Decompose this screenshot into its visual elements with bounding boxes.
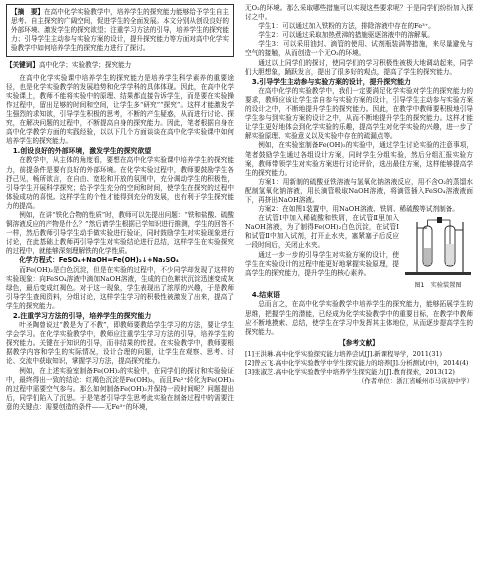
keywords-tag: 【关键词】 [6,61,39,70]
section2-paragraph: 叶圣陶曾说过“教是为了不教”，即教师要教给学生学习的方法，要让学生学会学习。在化学实验教学中，教师应注重学生学习方法的引导，培养学生的探究能力。关键在于知识的引导，而非结果的传授。在实验教学中，教师要根据教学内容和学生的实际情况，设计合理的问题，让学生在观察、思考、讨论、交流中获取知识，掌握学习方法，提高探究能力。 [6,321,234,366]
scheme-paragraph: 在试管Ⅰ中加入稀硫酸和铁屑，在试管Ⅱ里加入NaOH溶液，为了制得Fe(OH)₂白色沉淀，在试管Ⅰ和试管Ⅱ中加入试剂，打开止水夹，塞紧塞子后反应一段时间后，关闭止水夹。 [245,214,399,250]
abstract [11,8,229,53]
scheme-paragraph: 方案2：在如图1装置中，用NaOH溶液、铁屑、稀硫酸等试剂制备。 [258,205,459,214]
section-heading-1: 1.创设良好的外部环境，激发学生的探究欲望 [12,147,152,156]
continued-paragraph: 无O₂的环境。那么采取哪些措施可以实现这些要求呢？于是同学们纷纷加入探讨之中。 [245,4,473,22]
reference-item: [3]张淑芝.高中化学实验教学中培养学生探究能力[J].教育探索，2013(12) [245,368,455,377]
conclusion-paragraph: 总而言之，在高中化学实验教学中培养学生的探究能力，能够拓展学生的思维，把握学生的潜能，已经成为化学实验教学中的重要目标，在教学中教师应不断地摸索、总结，使学生在学习中发挥其主体地位，从而逐步提高学生的探究能力。 [245,300,473,336]
student-answer: 学生1：可以通过加入铁粉的方法，排除溶液中存在的Fe³⁺。 [258,22,435,31]
scheme-paragraph: 通过一步一步的引导学生对实验方案的设计，使学生在实验设计的过程中能更好地掌握实验原理，提高学生的探究能力，提升学生的核心素养。 [245,250,399,277]
author-affiliation: （作者单位：浙江省嵊州市马寅初中学） [357,377,473,386]
references [245,339,473,386]
section-heading-3: 3.引导学生主动参与实验方案的设计，提升探究能力 [251,77,411,86]
figure-caption: 图1 实验装置图 [414,282,462,290]
abstract-text: 在高中化学实验教学中，培养学生的探究能力能够给予学生自主思考、自主探究的广阔空间，促进学生的全面发展。本文分别从创设良好的外部环境、激发学生的探究欲望；注重学习方法的引导，培养学生的探究能力；引导学生主动参与实验方案的设计，提升探究能力等方面对高中化学实验教学中如何培养学生的探究能力进行了探讨。 [11,8,230,53]
apparatus-figure [403,214,473,290]
student-answer: 学生2：可以通过采取加热煮沸的措施驱逐溶液中的溶解氧。 [258,31,434,40]
right-column [245,4,473,578]
intro-paragraph: 在高中化学实验课中培养学生的探究能力是培养学生科学素养的重要途径，也是化学实验教学的发展趋势和化学学科的具体体现。因此，在高中化学实验课上，教师不能将实验中的原理、结果都直接告诉学生，而是要在实验操作过程中，留出足够的时间和空间，让学生多“研究”“探究”。这样才能激发学生强烈的求知欲，引导学生积极的思考，不断的产生疑惑，从而进行讨论、探究，在解决问题的过程中，不断提高自身的探究能力。因此，笔者根据自身在高中化学教学方面的实践经验，以以下几个方面谈谈在高中化学实验课中如何培养学生的探究能力。 [6,73,234,146]
student-answer: 学生3：可以采用油封、滴管的使用、试剂瓶装满等措施，来尽量避免与空气的接触，从而创造一个无O₂的环境。 [245,40,473,58]
section2-paragraph: 例如，在上述实验室制备Fe(OH)₂的实验中，在同学们的探讨和实验验证中，最终得出一致的结论：红褐色沉淀是Fe(OH)₃，而且Fe²⁺转化为Fe(OH)₃的过程中需要空气参与。那么如何制备Fe(OH)₂并保持一段时间呢？问题提出后，同学们陷入了沉思。于是笔者引导学生思考此实验在制备过程中的需要注意的关键点：需要创造的条件——无Fe³⁺的环境， [6,366,234,411]
abstract-box [6,4,234,57]
keywords [6,61,234,70]
apparatus-diagram [403,214,473,276]
scheme-paragraph: 方案1：用新制的硫酸亚铁溶液与氢氧化钠溶液反应，用不含O₂的蒸馏水配制氢氧化钠溶液，用长滴管吸取NaOH溶液，将滴管插入FeSO₄溶液液面下，再挤出NaOH溶液。 [245,177,473,204]
reference-item: [2]曾云飞.高中化学实验教学中学生探究能力的培养[J].分析测试(中)，2014(4) [245,359,469,367]
figure-side-text [245,214,399,278]
section1-paragraph: 例如，在讲“铁化合物的性质”时，教师可以先提出问题：“铁和盐酸、硫酸铜溶液反应的产物是什么？”然后请学生根据已学知识进行推测，学生的回答不一样，然后教师引导学生动手做实验进行验证，同时鼓励学生对实验现象进行讨论，在此基础上教师再引导学生对实验结论进行总结，这样学生在实验探究的过程中，就能够深刻理解铁的化学性质。 [6,210,234,256]
keywords-text: 高中化学；实验教学；探究能力 [38,61,132,70]
abstract-tag: 【摘 要】 [11,8,45,16]
section-heading-2: 2.注重学习方法的引导，培养学生的探究能力 [12,312,152,320]
reference-item: [1]王洪琳.高中化学实验探究能力培养尝试[J].新课程导学，2011(31) [245,349,443,358]
left-column [6,4,234,578]
paragraph: 通过以上同学们的探讨，使同学们的学习积极性被极大地调动起来，同学们大胆想象，踊跃发言，提出了很多好的观点，提高了学生的探究能力。 [245,58,473,76]
chemical-equation: 化学方程式：FeSO₄+NaOH=Fe(OH)₂↓+Na₂SO₄ [19,256,179,265]
section1-paragraph: 在教学中，从主体的角度看，要想在高中化学实验课中培养学生的探究能力，前提条件是要有良好的外部环境。在化学实验过程中，教师要鼓励学生各抒己见，畅所欲言，在自由、宽松和开放的氛围中，充分调动学生的积极性，引导学生开展科学探究；给予学生充分的空间和时间，使学生在探究的过程中体验成功的喜悦。这样学生的个性才能得到充分的发展，也有利于学生探究能力的提高。 [6,156,234,210]
figure-wrap [245,214,473,290]
section3-paragraph: 在高中化学的实验教学中，我们一定要满足化学实验对学生的探究能力的要求，教师应该让学生亲自参与实验方案的设计，引导学生主动参与实验方案的设计之中，不断地提升学生的探究能力。因此，在教学中教师要积极地引导学生参与到实验方案的设计之中，从而不断地提升学生的探究能力。这样才能让学生更好地体会到化学实验的乐趣，提高学生对化学实验的兴趣，进一步了解实验原理、实验意义以及实验中存在的疏漏点等。 [245,86,473,141]
section3-paragraph: 例如，在实验室制备Fe(OH)₂的实验中，通过学生讨论实验的注意事项，笔者鼓励学生通过各组设计方案，同时学生分组实验，然后分组汇报实验方案，教师带领学生对实验方案进行讨论评价，选出最佳方案，这样能够提高学生的探究能力。 [245,141,473,177]
section1-paragraph: 而Fe(OH)₂是白色沉淀，但是在实验的过程中，不少同学却发现了这样的实验现象：向FeSO₄溶液中滴加NaOH溶液，生成的白色絮状沉淀迅速变成灰绿色，最后变成红褐色。对于这一现象，学生表现出了浓厚的兴趣，于是教师引导学生查阅资料，分组讨论，这样学生学习的积极性被激发了出来，提高了学生的探究能力。 [6,265,234,310]
references-title: 【参考文献】 [339,338,379,347]
section-heading-4: 4.结束语 [251,291,280,300]
